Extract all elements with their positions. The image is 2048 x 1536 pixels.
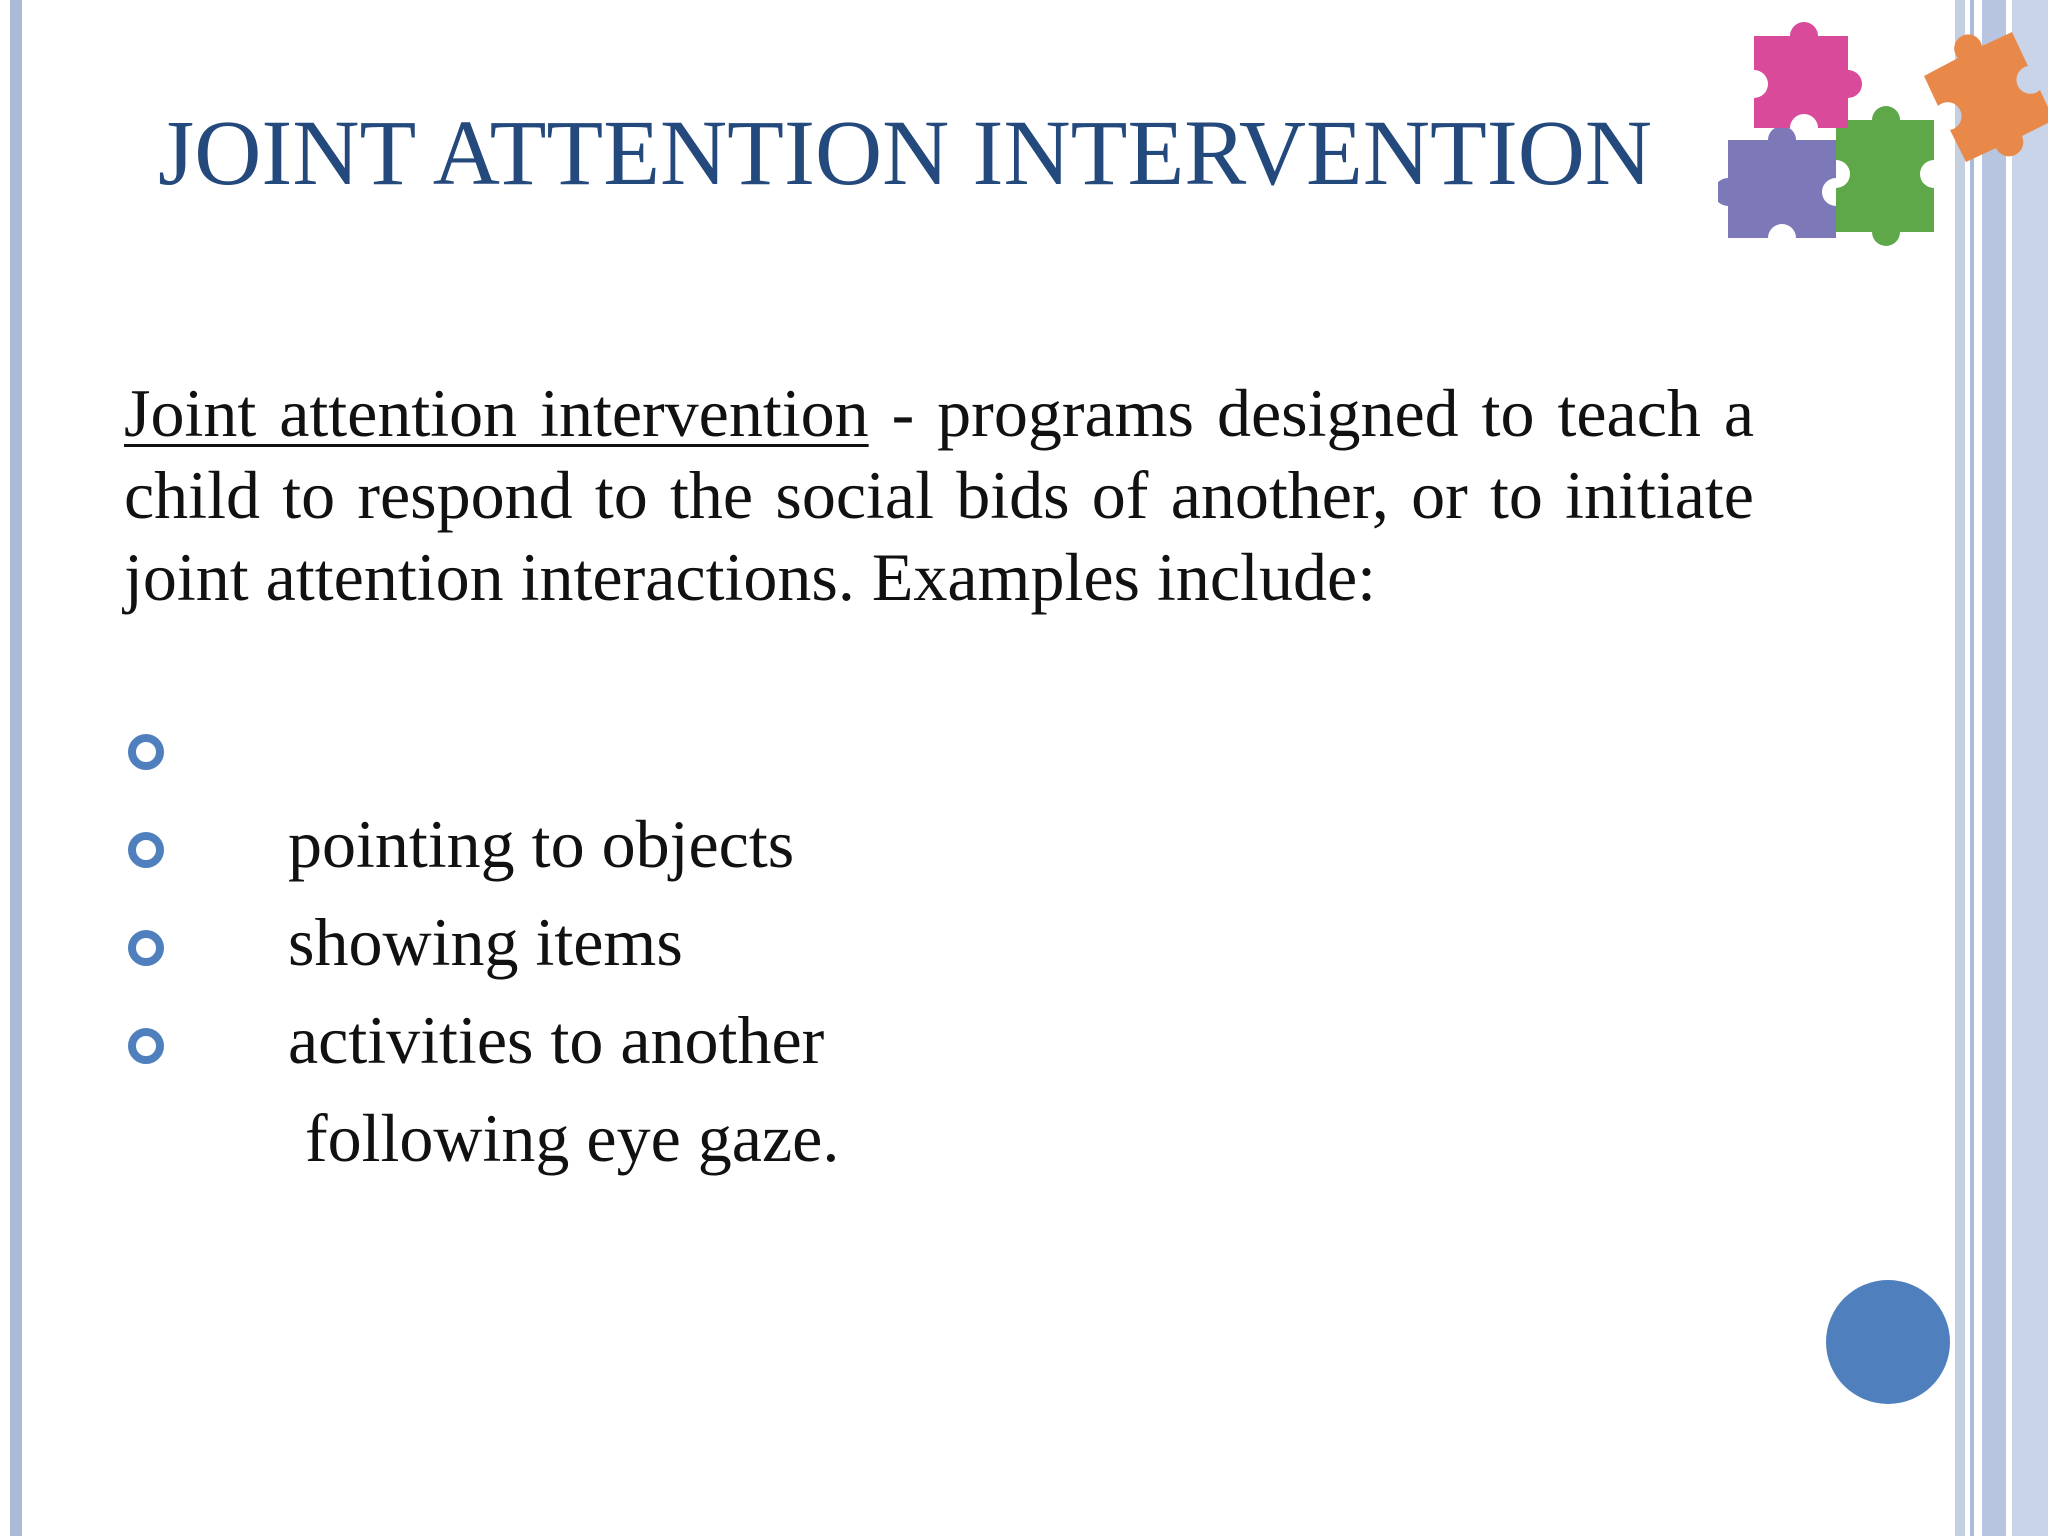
examples-list [124, 718, 1324, 1176]
left-border-stripe [10, 0, 22, 1536]
hollow-circle-icon [128, 734, 164, 770]
list-item-text: showing items [288, 904, 683, 980]
list-item-text: activities to another [288, 1002, 825, 1078]
puzzle-pieces-icon [1718, 0, 2048, 250]
list-item [124, 914, 1324, 1078]
puzzle-piece-purple [1718, 126, 1836, 238]
puzzle-piece-green [1836, 106, 1934, 246]
hollow-circle-icon [128, 930, 164, 966]
hollow-circle-icon [128, 832, 164, 868]
definition-term: Joint attention intervention [124, 375, 869, 451]
slide-title: JOINT ATTENTION INTERVENTION [158, 102, 1653, 205]
definition-text: - programs designed to teach a child to respond to the social bids of another, or to initiate joint attention interactions. Examples include: [124, 375, 1755, 615]
hollow-circle-icon [128, 1028, 164, 1064]
puzzle-piece-pink [1754, 22, 1862, 128]
circle-icon [1826, 1280, 1950, 1404]
list-item-text: pointing to objects [288, 806, 795, 882]
list-item [124, 816, 1324, 980]
list-item-text: following eye gaze. [288, 1100, 840, 1176]
puzzle-piece-orange [1924, 32, 2048, 162]
definition-paragraph [124, 372, 1754, 618]
list-item [124, 1012, 1324, 1176]
list-item [124, 718, 1324, 882]
